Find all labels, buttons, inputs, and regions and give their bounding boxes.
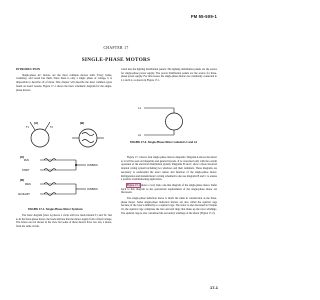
- left-column-bottom: [16, 214, 112, 231]
- right-column-bottom: [121, 156, 217, 218]
- fig1-d-auxiliary: AUXILIARY: [18, 194, 30, 196]
- fig1-label-d: (D): [20, 178, 25, 182]
- fig1-d-common: COMMON: [87, 189, 98, 191]
- fig1-c-common: COMMON: [87, 165, 98, 167]
- basic-diagram-paragraph: The basic diagram (view A) shows a circle with two leads labeled T1 and T2. Just as in the three-phase motor, the leads indicate that the motor supply from a fixed voltage. The letters are not shown in the view but some of these motors have two run, a motor, from the same circuit.: [16, 214, 112, 229]
- fig1-a-motor-circle: [31, 129, 49, 147]
- figure-17-2-caption: FIGURE 17-2. Single-Phase Motor Labeled L1 and L2: [130, 141, 198, 144]
- distribution-paragraph: wired into the lighting distribution panels. The lighting distribution panels are the source for single-phase power supply. The power distribution panels are the source for three-phase power supply. For this reason, the single-phase motors are commonly connected to L1 and L2, as shown in Figure 17-1.: [121, 68, 217, 83]
- left-column: [16, 68, 112, 94]
- figure-link[interactable]: Figure 17-1: [127, 183, 140, 187]
- intro-paragraph: Single-phase AC motors are the most common motors built. Every home, workshop, and vessel has them. Since there is only a single phase of voltage, it is impossible to describe all of these. This chapter will describe the most common types found on board vessels. Figure 17-1 shows the basic schematic diagram for the single-phase motors.: [16, 73, 112, 92]
- fig1-a-t1: T1: [26, 126, 29, 129]
- fig1-label-b: (B): [80, 121, 85, 125]
- fig1-a-t2: T2: [50, 126, 53, 129]
- figure-reference-text: shows a very basic one-line diagram of the single-phase motor. Refer back to this diagram as the operational requirements of the single-phase motor are discussed.: [121, 183, 218, 195]
- diagrams-paragraph: Figure 17-1 shows four single-phase motors diagrams. Diagram A shows the motor as it will be seen on blueprints and general layouts. It is concerned only with the overall operation of the electrical distribution system. Diagrams B and C show a more involved internal wiring system including two windows and their terminals. These diagrams are necessary to understand the exact nature and function of the single-phase motor. Refrigeration and manufacturer's wiring schematics also use diagrams B and C to ensure a positive troubleshooting application.: [121, 156, 217, 182]
- fig1-label-a: (A): [34, 121, 39, 125]
- fig1-c-run: RUN: [24, 160, 29, 162]
- fig1-c-start: START: [22, 170, 30, 172]
- section-heading: INTRODUCTION: [16, 67, 41, 71]
- figure-17-1-caption: FIGURE 17-1. Single-Phase Motor Symbols: [28, 208, 83, 211]
- fig1-b-motor-circle: [79, 129, 97, 147]
- document-id: FM 55-509-1: [190, 14, 217, 19]
- figure-reference-paragraph: [121, 184, 217, 195]
- fig2-motor-circle: [166, 113, 183, 130]
- fig1-label-c: (C): [20, 155, 25, 159]
- fig2-l1: L1: [138, 107, 141, 110]
- page-title: SINGLE-PHASE MOTORS: [81, 57, 151, 63]
- chapter-label: CHAPTER 17: [103, 46, 129, 50]
- figure-17-1: [16, 118, 112, 210]
- figure-17-2: [136, 103, 206, 139]
- right-column-top: [121, 68, 217, 85]
- induction-paragraph: The single-phase induction motor is much the same in construction as the three-phase motor. Some single-phase induction motors are also called the squirrel cage because of the rotor's similarity to a squirrel cage. The stator is also discussed in Chapter 16, the squirrel cage comprises the bars and end rings that make up the rotor windings. The squirrel cage is also considered the secondary windings of the motor (Figure 17-2).: [121, 197, 217, 215]
- fig1-d-main: MAIN: [25, 184, 31, 186]
- fig2-l2: L2: [138, 134, 141, 137]
- page-number: 17-1: [209, 285, 218, 290]
